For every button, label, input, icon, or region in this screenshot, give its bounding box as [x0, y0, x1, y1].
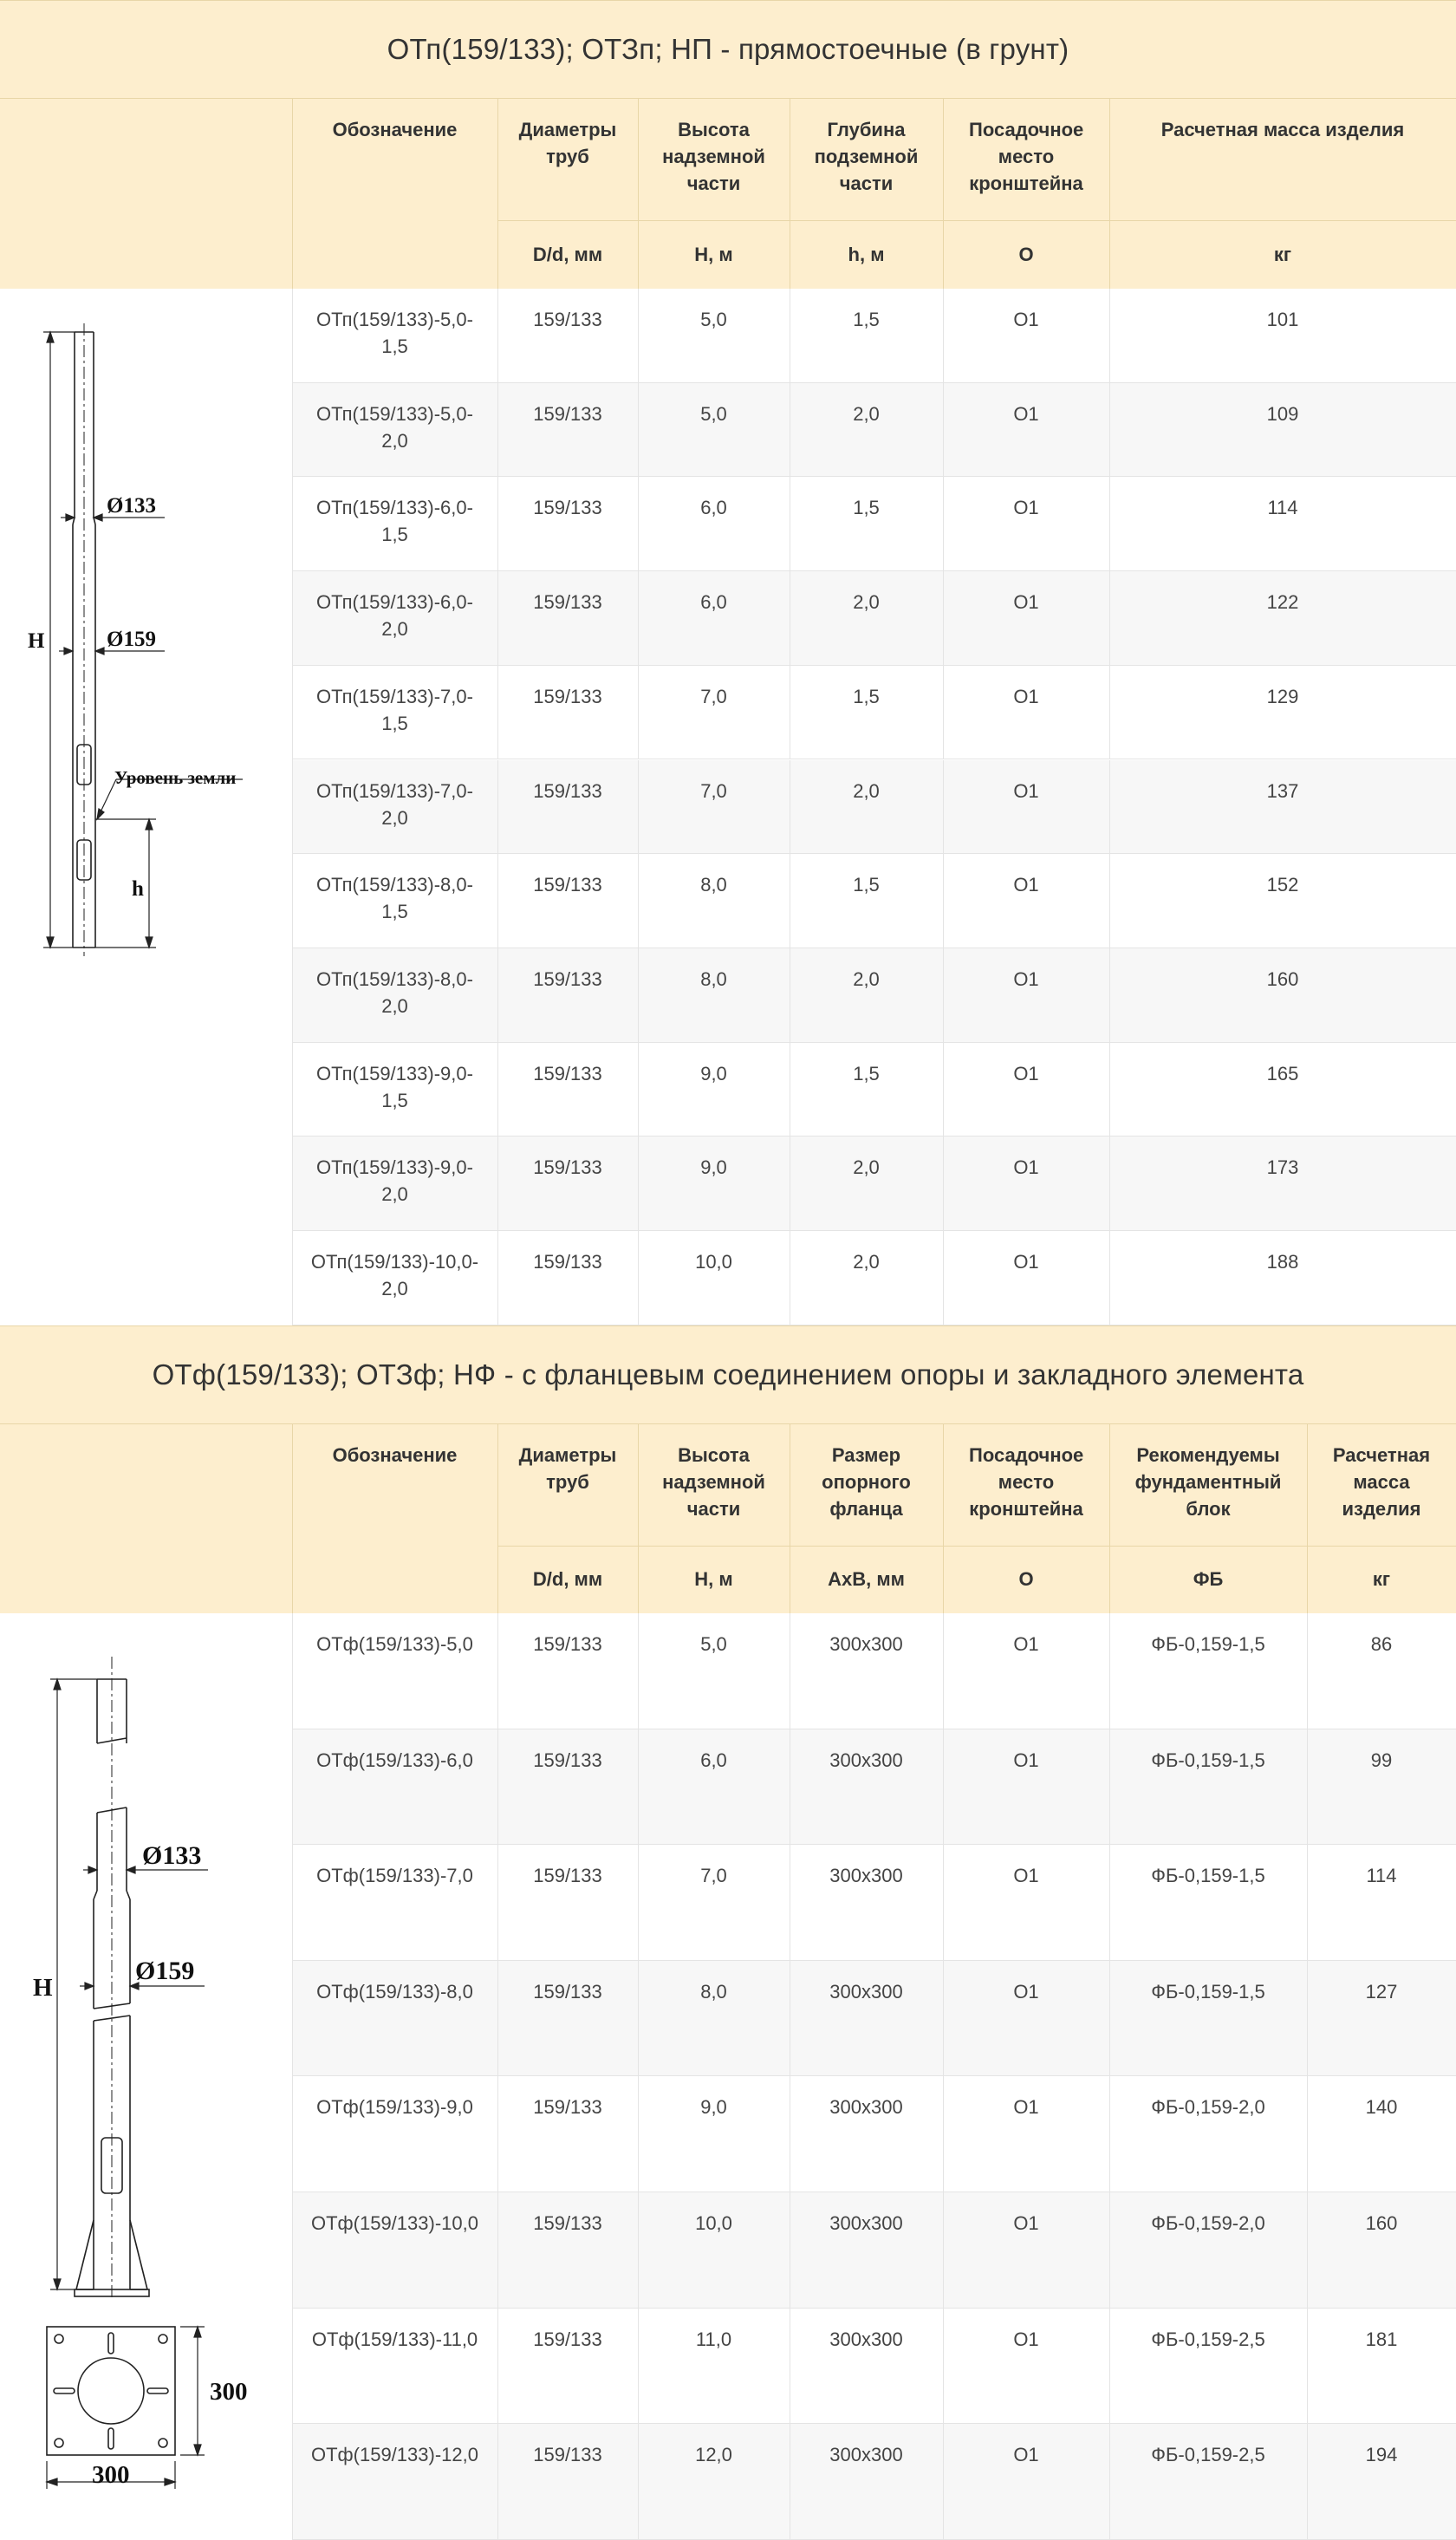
unit-foundation-block: ФБ	[1193, 1568, 1224, 1590]
col-header-mass: Расчетная масса изделия	[1332, 1444, 1431, 1520]
table-cell-depth: 2,0	[853, 779, 880, 802]
table-row	[292, 2192, 1456, 2309]
table-row	[292, 948, 1456, 1043]
table-cell-foundation-block: ФБ-0,159-2,5	[1151, 2328, 1265, 2350]
col-header-bracket-seat: Посадочное место кронштейна	[969, 119, 1084, 194]
table-cell-mass: 152	[1266, 874, 1299, 896]
section1-header	[0, 99, 1456, 289]
table-cell-height: 5,0	[700, 1633, 727, 1655]
table-cell-foundation-block: ФБ-0,159-1,5	[1151, 1749, 1265, 1771]
table-cell-mass: 140	[1365, 2096, 1398, 2119]
table-cell-bracket-seat: О1	[1013, 2212, 1039, 2234]
unit-diameters: D/d, мм	[532, 243, 603, 265]
table-cell-mass: 114	[1267, 497, 1298, 519]
table-cell-diameters: 159/133	[533, 2212, 602, 2234]
table-cell-height: 10,0	[695, 2212, 732, 2234]
table-cell-foundation-block: ФБ-0,159-2,5	[1151, 2444, 1265, 2466]
table-cell-height: 8,0	[700, 1980, 727, 2003]
label-d159: Ø159	[135, 1957, 195, 1985]
table-cell-designation: ОТп(159/133)-7,0-1,5	[316, 685, 473, 734]
col-header-mass: Расчетная масса изделия	[1160, 119, 1405, 140]
table-row	[292, 1613, 1456, 1729]
table-cell-foundation-block: ФБ-0,159-1,5	[1151, 1980, 1265, 2003]
table-cell-bracket-seat: О1	[1013, 1633, 1039, 1655]
table-cell-diameters: 159/133	[533, 1062, 602, 1084]
unit-flange-size: AxB, мм	[828, 1568, 905, 1590]
table-cell-designation: ОТф(159/133)-9,0	[316, 2096, 473, 2119]
table-cell-diameters: 159/133	[533, 1251, 602, 1273]
table-cell-mass: 137	[1266, 779, 1299, 802]
table-cell-bracket-seat: О1	[1013, 1062, 1039, 1084]
table-cell-height: 8,0	[700, 874, 727, 896]
table-row	[292, 2076, 1456, 2192]
table-cell-height: 9,0	[700, 2096, 727, 2119]
pole-drawing-flanged	[0, 1613, 292, 2540]
table-cell-designation: ОТп(159/133)-8,0-2,0	[316, 967, 473, 1017]
table-cell-diameters: 159/133	[533, 967, 602, 990]
col-header-depth: Глубина подземной части	[814, 119, 919, 194]
table-cell-designation: ОТп(159/133)-9,0-1,5	[316, 1062, 473, 1111]
table-cell-depth: 1,5	[853, 309, 880, 330]
table-cell-designation: ОТп(159/133)-7,0-2,0	[316, 779, 473, 829]
table-cell-diameters: 159/133	[533, 2444, 602, 2466]
table-row	[292, 1729, 1456, 1846]
table-cell-designation: ОТф(159/133)-6,0	[316, 1749, 473, 1771]
col-header-diameters: Диаметры труб	[518, 1444, 617, 1493]
table-cell-bracket-seat: О1	[1013, 2096, 1039, 2119]
table-cell-height: 9,0	[700, 1062, 727, 1084]
table-cell-designation: ОТф(159/133)-7,0	[316, 1865, 473, 1887]
section2-title: ОТф(159/133); ОТЗф; НФ - с фланцевым соединением опоры и закладного элемента	[0, 1325, 1456, 1424]
col-header-flange-size: Размер опорного фланца	[822, 1444, 911, 1520]
table-cell-diameters: 159/133	[533, 685, 602, 707]
table-row	[292, 1961, 1456, 2077]
unit-height: H, м	[694, 1568, 733, 1590]
table-cell-bracket-seat: О1	[1013, 402, 1039, 425]
table-cell-diameters: 159/133	[533, 591, 602, 614]
table-cell-diameters: 159/133	[533, 1749, 602, 1771]
label-d133: Ø133	[107, 494, 156, 518]
label-h: h	[132, 877, 144, 901]
table-cell-height: 6,0	[700, 591, 727, 614]
table-cell-designation: ОТф(159/133)-11,0	[311, 2328, 478, 2350]
table-cell-designation: ОТп(159/133)-6,0-1,5	[316, 497, 473, 546]
table-cell-mass: 114	[1366, 1865, 1397, 1887]
table-cell-mass: 188	[1266, 1251, 1299, 1273]
table-cell-bracket-seat: О1	[1013, 497, 1039, 519]
col-header-height: Высота надземной части	[662, 1444, 765, 1520]
table-row	[292, 289, 1456, 383]
table-cell-height: 6,0	[700, 497, 727, 519]
table-row	[292, 1136, 1456, 1231]
unit-height: H, м	[694, 243, 733, 265]
table-row	[292, 1231, 1456, 1325]
table-cell-depth: 1,5	[853, 874, 880, 896]
table-cell-foundation-block: ФБ-0,159-1,5	[1151, 1633, 1265, 1655]
table-cell-diameters: 159/133	[533, 497, 602, 519]
table-cell-bracket-seat: О1	[1013, 685, 1039, 707]
label-H: H	[33, 1974, 53, 2002]
unit-mass: кг	[1273, 243, 1292, 265]
table-cell-bracket-seat: О1	[1013, 2328, 1039, 2350]
table-cell-height: 5,0	[700, 402, 727, 425]
table-row	[292, 571, 1456, 666]
table-cell-depth: 1,5	[853, 685, 880, 707]
unit-diameters: D/d, мм	[532, 1568, 603, 1590]
col-header-designation: Обозначение	[332, 119, 458, 140]
table-row	[292, 1043, 1456, 1137]
table-cell-depth: 1,5	[853, 1062, 880, 1084]
table-cell-bracket-seat: О1	[1013, 1251, 1039, 1273]
label-d159: Ø159	[107, 628, 156, 651]
table-cell-designation: ОТф(159/133)-8,0	[316, 1980, 473, 2003]
table-cell-bracket-seat: О1	[1013, 1156, 1039, 1179]
table-cell-height: 8,0	[700, 967, 727, 990]
table-cell-flange-size: 300x300	[829, 1749, 903, 1771]
table-cell-flange-size: 300x300	[829, 2096, 903, 2119]
unit-bracket-seat: О	[1018, 1568, 1034, 1590]
table-cell-mass: 181	[1365, 2328, 1398, 2350]
table-cell-mass: 194	[1365, 2444, 1398, 2466]
table-cell-mass: 165	[1266, 1062, 1299, 1084]
table-cell-mass: 101	[1266, 309, 1299, 330]
table-row	[292, 1845, 1456, 1961]
table-cell-bracket-seat: О1	[1013, 1980, 1039, 2003]
table-cell-height: 7,0	[700, 779, 727, 802]
table-cell-mass: 109	[1266, 402, 1299, 425]
table-cell-height: 7,0	[700, 685, 727, 707]
col-header-foundation-block: Рекомендуемы фундаментный блок	[1134, 1444, 1282, 1520]
table-cell-diameters: 159/133	[533, 1156, 602, 1179]
unit-mass: кг	[1372, 1568, 1391, 1590]
table-cell-height: 5,0	[700, 309, 727, 330]
table-cell-foundation-block: ФБ-0,159-1,5	[1151, 1865, 1265, 1887]
label-flange-height: 300	[210, 2378, 248, 2406]
table-cell-mass: 86	[1370, 1633, 1393, 1655]
table-row	[292, 760, 1456, 855]
label-flange-width: 300	[92, 2461, 130, 2489]
table-cell-mass: 160	[1266, 967, 1299, 990]
table-cell-diameters: 159/133	[533, 2096, 602, 2119]
unit-depth: h, м	[848, 243, 885, 265]
table-cell-depth: 2,0	[853, 591, 880, 614]
table-cell-depth: 2,0	[853, 402, 880, 425]
table-cell-diameters: 159/133	[533, 1980, 602, 2003]
table-cell-diameters: 159/133	[533, 309, 602, 330]
table-cell-flange-size: 300x300	[829, 1980, 903, 2003]
table-cell-height: 12,0	[695, 2444, 732, 2466]
table-cell-designation: ОТф(159/133)-10,0	[311, 2212, 478, 2234]
unit-bracket-seat: О	[1018, 243, 1034, 265]
table-cell-depth: 2,0	[853, 1156, 880, 1179]
table-cell-designation: ОТп(159/133)-9,0-2,0	[316, 1156, 473, 1206]
table-cell-bracket-seat: О1	[1013, 591, 1039, 614]
table-cell-diameters: 159/133	[533, 2328, 602, 2350]
table-cell-flange-size: 300x300	[829, 2328, 903, 2350]
table-cell-designation: ОТп(159/133)-8,0-1,5	[316, 874, 473, 923]
table-cell-height: 10,0	[695, 1251, 732, 1273]
table-cell-designation: ОТп(159/133)-10,0-2,0	[310, 1251, 479, 1299]
table-cell-mass: 99	[1370, 1749, 1393, 1771]
table-cell-designation: ОТф(159/133)-12,0	[311, 2444, 478, 2466]
table-cell-designation: ОТп(159/133)-5,0-2,0	[316, 402, 473, 452]
table-cell-mass: 122	[1266, 591, 1299, 614]
table-cell-flange-size: 300x300	[829, 2444, 903, 2466]
table-cell-foundation-block: ФБ-0,159-2,0	[1151, 2212, 1265, 2234]
label-H: H	[28, 629, 45, 653]
table-cell-height: 11,0	[695, 2328, 732, 2350]
table-cell-mass: 129	[1266, 685, 1299, 707]
table-row	[292, 2424, 1456, 2540]
table-cell-designation: ОТф(159/133)-5,0	[316, 1633, 473, 1655]
table-cell-mass: 127	[1365, 1980, 1398, 2003]
table-cell-depth: 1,5	[853, 497, 880, 519]
table-cell-bracket-seat: О1	[1013, 2444, 1039, 2466]
table-cell-bracket-seat: О1	[1013, 1749, 1039, 1771]
table-cell-flange-size: 300x300	[829, 1633, 903, 1655]
table-cell-diameters: 159/133	[533, 874, 602, 896]
table-cell-depth: 2,0	[853, 1251, 880, 1273]
table-row	[292, 2309, 1456, 2425]
table-cell-height: 9,0	[700, 1156, 727, 1179]
section1-title: ОТп(159/133); ОТЗп; НП - прямостоечные (в грунт)	[0, 0, 1456, 99]
table-row	[292, 383, 1456, 478]
table-cell-depth: 2,0	[853, 967, 880, 990]
col-header-height: Высота надземной части	[662, 119, 765, 194]
table-cell-diameters: 159/133	[533, 402, 602, 425]
table-cell-mass: 160	[1365, 2212, 1398, 2234]
table-cell-diameters: 159/133	[533, 1865, 602, 1887]
table-cell-flange-size: 300x300	[829, 2212, 903, 2234]
table-row	[292, 854, 1456, 948]
table-cell-flange-size: 300x300	[829, 1865, 903, 1887]
section2-header	[0, 1424, 1456, 1613]
table-cell-diameters: 159/133	[533, 1633, 602, 1655]
table-cell-diameters: 159/133	[533, 779, 602, 802]
table-cell-bracket-seat: О1	[1013, 967, 1039, 990]
table-cell-bracket-seat: О1	[1013, 779, 1039, 802]
table-cell-height: 6,0	[700, 1749, 727, 1771]
table-row	[292, 477, 1456, 571]
table-cell-bracket-seat: О1	[1013, 874, 1039, 896]
label-ground-level: Уровень земли	[114, 767, 237, 788]
table-cell-mass: 173	[1266, 1156, 1299, 1179]
col-header-bracket-seat: Посадочное место кронштейна	[969, 1444, 1084, 1520]
table-cell-foundation-block: ФБ-0,159-2,0	[1151, 2096, 1265, 2119]
table-cell-height: 7,0	[700, 1865, 727, 1887]
col-header-diameters: Диаметры труб	[518, 119, 617, 167]
table-cell-designation: ОТп(159/133)-5,0-1,5	[316, 309, 473, 357]
col-header-designation: Обозначение	[332, 1444, 458, 1466]
table-cell-designation: ОТп(159/133)-6,0-2,0	[316, 591, 473, 641]
table-row	[292, 666, 1456, 760]
pole-drawing-buried	[0, 289, 292, 1325]
table-cell-bracket-seat: О1	[1013, 309, 1039, 330]
table-cell-bracket-seat: О1	[1013, 1865, 1039, 1887]
label-d133: Ø133	[142, 1841, 202, 1870]
